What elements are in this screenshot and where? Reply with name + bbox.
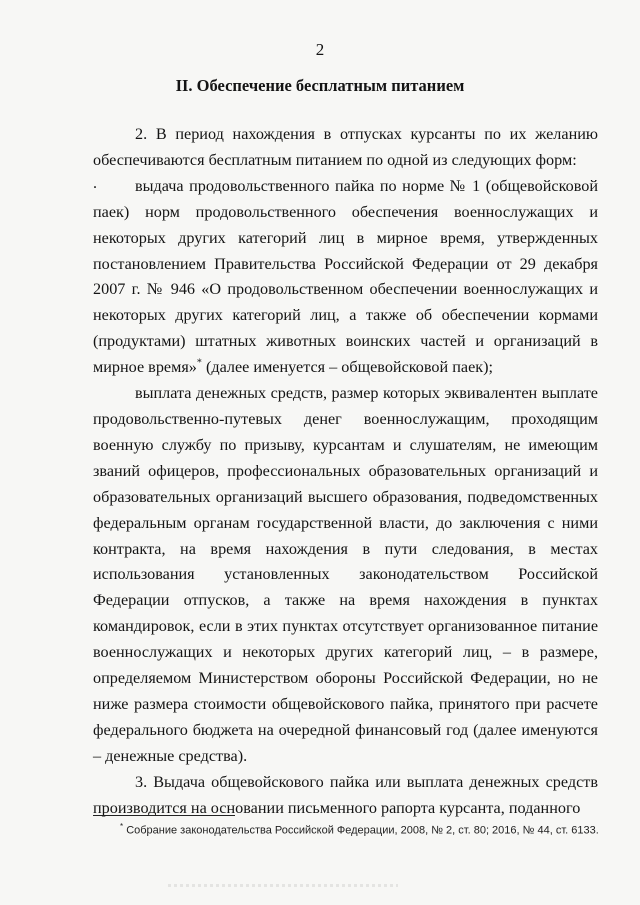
paragraph-3: 3. Выдача общевойскового пайка или выплата денежных средств производится на основании письменного рапорта курсанта, поданного (93, 772, 598, 817)
page-number: 2 (315, 40, 325, 59)
footnote-text: Собрание законодательства Российской Федерации, 2008, № 2, ст. 80; 2016, № 44, ст. 6133. (126, 824, 599, 837)
option-1-tail: (далее именуется – общевойсковой паек); (201, 358, 494, 377)
paragraph-option-1 (93, 174, 598, 381)
scan-artifact (168, 884, 398, 887)
document-body (93, 122, 598, 821)
footnote-reference: * (196, 357, 202, 369)
section-heading: II. Обеспечение бесплатным питанием (175, 76, 465, 95)
footnote (120, 822, 599, 837)
paragraph-option-2: выплата денежных средств, размер которых эквивалентен выплате продовольственно-путевых денег военнослужащим, проходящим военную службу по призыву, курсантам и слушателям, не имеющим званий офицеров, профессиональных образовательных организаций и образовательных организаций высшего образования, подведомственных федеральным органам государственной власти, до заключения с ними контракта, на время нахождения в пути следования, в местах использования установленных законодательством Российской Федерации отпусков, а также на время нахождения в пунктах командировок, если в этих пунктах отсутствует организованное питание военнослужащих и некоторых других категорий лиц, – в размере, определяемом Министерством обороны Российской Федерации, но не ниже размера стоимости общевойскового пайка, принятого при расчете федерального бюджета на очередной финансовый год (далее именуются – денежные средства). (93, 384, 598, 765)
footnote-mark: * (120, 822, 124, 831)
bullet-marker: . (93, 175, 97, 192)
paragraph-2: 2. В период нахождения в отпусках курсанты по их желанию обеспечиваются бесплатным питанием по одной из следующих форм: (93, 125, 598, 169)
option-1-text: выдача продовольственного пайка по норме № 1 (общевойсковой паек) норм продовольственного обеспечения военнослужащих и некоторых других категорий лиц в мирное время, утвержденных постановлением Правительства Российской Федерации от 29 декабря 2007 г. № 946 «О продовольственном обеспечении военнослужащих и некоторых других категорий лиц, а также об обеспечении кормами (продуктами) штатных животных воинских частей и организаций в мирное время» (93, 176, 598, 377)
footnote-divider (93, 815, 235, 816)
